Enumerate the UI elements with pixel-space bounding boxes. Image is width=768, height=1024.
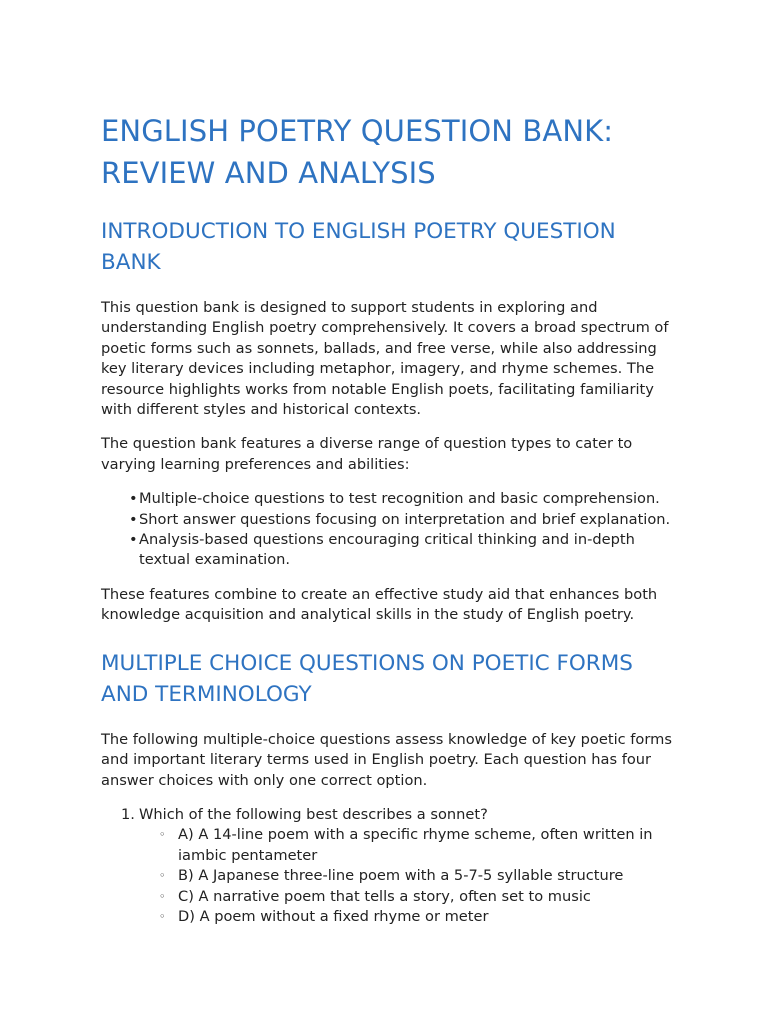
question-text: Which of the following best describes a sonnet? bbox=[139, 805, 488, 823]
bullet-text: encouraging critical thinking and in-depth textual examination. bbox=[139, 531, 635, 569]
bullet-icon: • bbox=[129, 510, 138, 528]
circle-bullet-icon: ◦ bbox=[159, 909, 166, 923]
option-text: C) A narrative poem that tells a story, often set to music bbox=[178, 887, 591, 905]
bullet-icon: • bbox=[129, 531, 138, 549]
intro-heading: INTRODUCTION TO ENGLISH POETRY QUESTION BANK bbox=[101, 219, 616, 275]
document-page bbox=[101, 110, 681, 927]
bullet-term: Short answer questions bbox=[139, 510, 311, 528]
circle-bullet-icon: ◦ bbox=[159, 869, 166, 883]
answer-option bbox=[159, 866, 681, 886]
bullet-text: focusing on interpretation and brief explanation. bbox=[310, 510, 671, 528]
intro-paragraph-3: These features combine to create an effective study aid that enhances both knowledge acquisition and analytical skills in the study of English poetry. bbox=[101, 585, 658, 624]
circle-bullet-icon: ◦ bbox=[159, 828, 166, 842]
bullet-text: to test recognition and basic comprehension. bbox=[324, 490, 660, 508]
list-item bbox=[129, 489, 681, 509]
mcq-heading: MULTIPLE CHOICE QUESTIONS ON POETIC FORMS AND TERMINOLOGY bbox=[101, 650, 633, 707]
answer-option bbox=[159, 887, 681, 907]
question-type-list bbox=[101, 489, 681, 571]
intro-paragraph-1: This question bank is designed to support students in exploring and understanding English poetry comprehensively. It covers a broad spectrum of poetic forms such as sonnets, ballads, and free verse, while also addressing key literary devices including metaphor, imagery, and rhyme schemes. The resource highlights works from notable English poets, facilitating familiarity with different styles and historical contexts. bbox=[101, 299, 669, 419]
bullet-icon: • bbox=[129, 490, 138, 508]
option-text: A) A 14-line poem with a specific rhyme scheme, often written in iambic pentameter bbox=[178, 826, 653, 864]
question-item bbox=[121, 805, 681, 927]
question-list bbox=[101, 805, 681, 927]
list-item bbox=[129, 510, 681, 530]
list-item bbox=[129, 530, 681, 571]
option-text: D) A poem without a fixed rhyme or meter bbox=[178, 907, 489, 925]
intro-paragraph-2: The question bank features a diverse range of question types to cater to varying learning preferences and abilities: bbox=[101, 435, 633, 473]
answer-option bbox=[159, 907, 681, 927]
answer-options bbox=[139, 825, 681, 927]
bullet-term: Analysis-based questions bbox=[139, 531, 324, 549]
mcq-paragraph-1: The following multiple-choice questions assess knowledge of key poetic forms and important literary terms used in English poetry. Each question has four answer choices with only one correct option. bbox=[101, 730, 672, 789]
circle-bullet-icon: ◦ bbox=[159, 889, 166, 903]
document-title: ENGLISH POETRY QUESTION BANK: REVIEW AND ANALYSIS bbox=[101, 114, 614, 190]
question-number: 1. bbox=[121, 805, 135, 823]
answer-option bbox=[159, 825, 681, 866]
bullet-term: Multiple-choice questions bbox=[139, 490, 325, 508]
option-text: B) A Japanese three-line poem with a 5-7-5 syllable structure bbox=[178, 867, 624, 885]
